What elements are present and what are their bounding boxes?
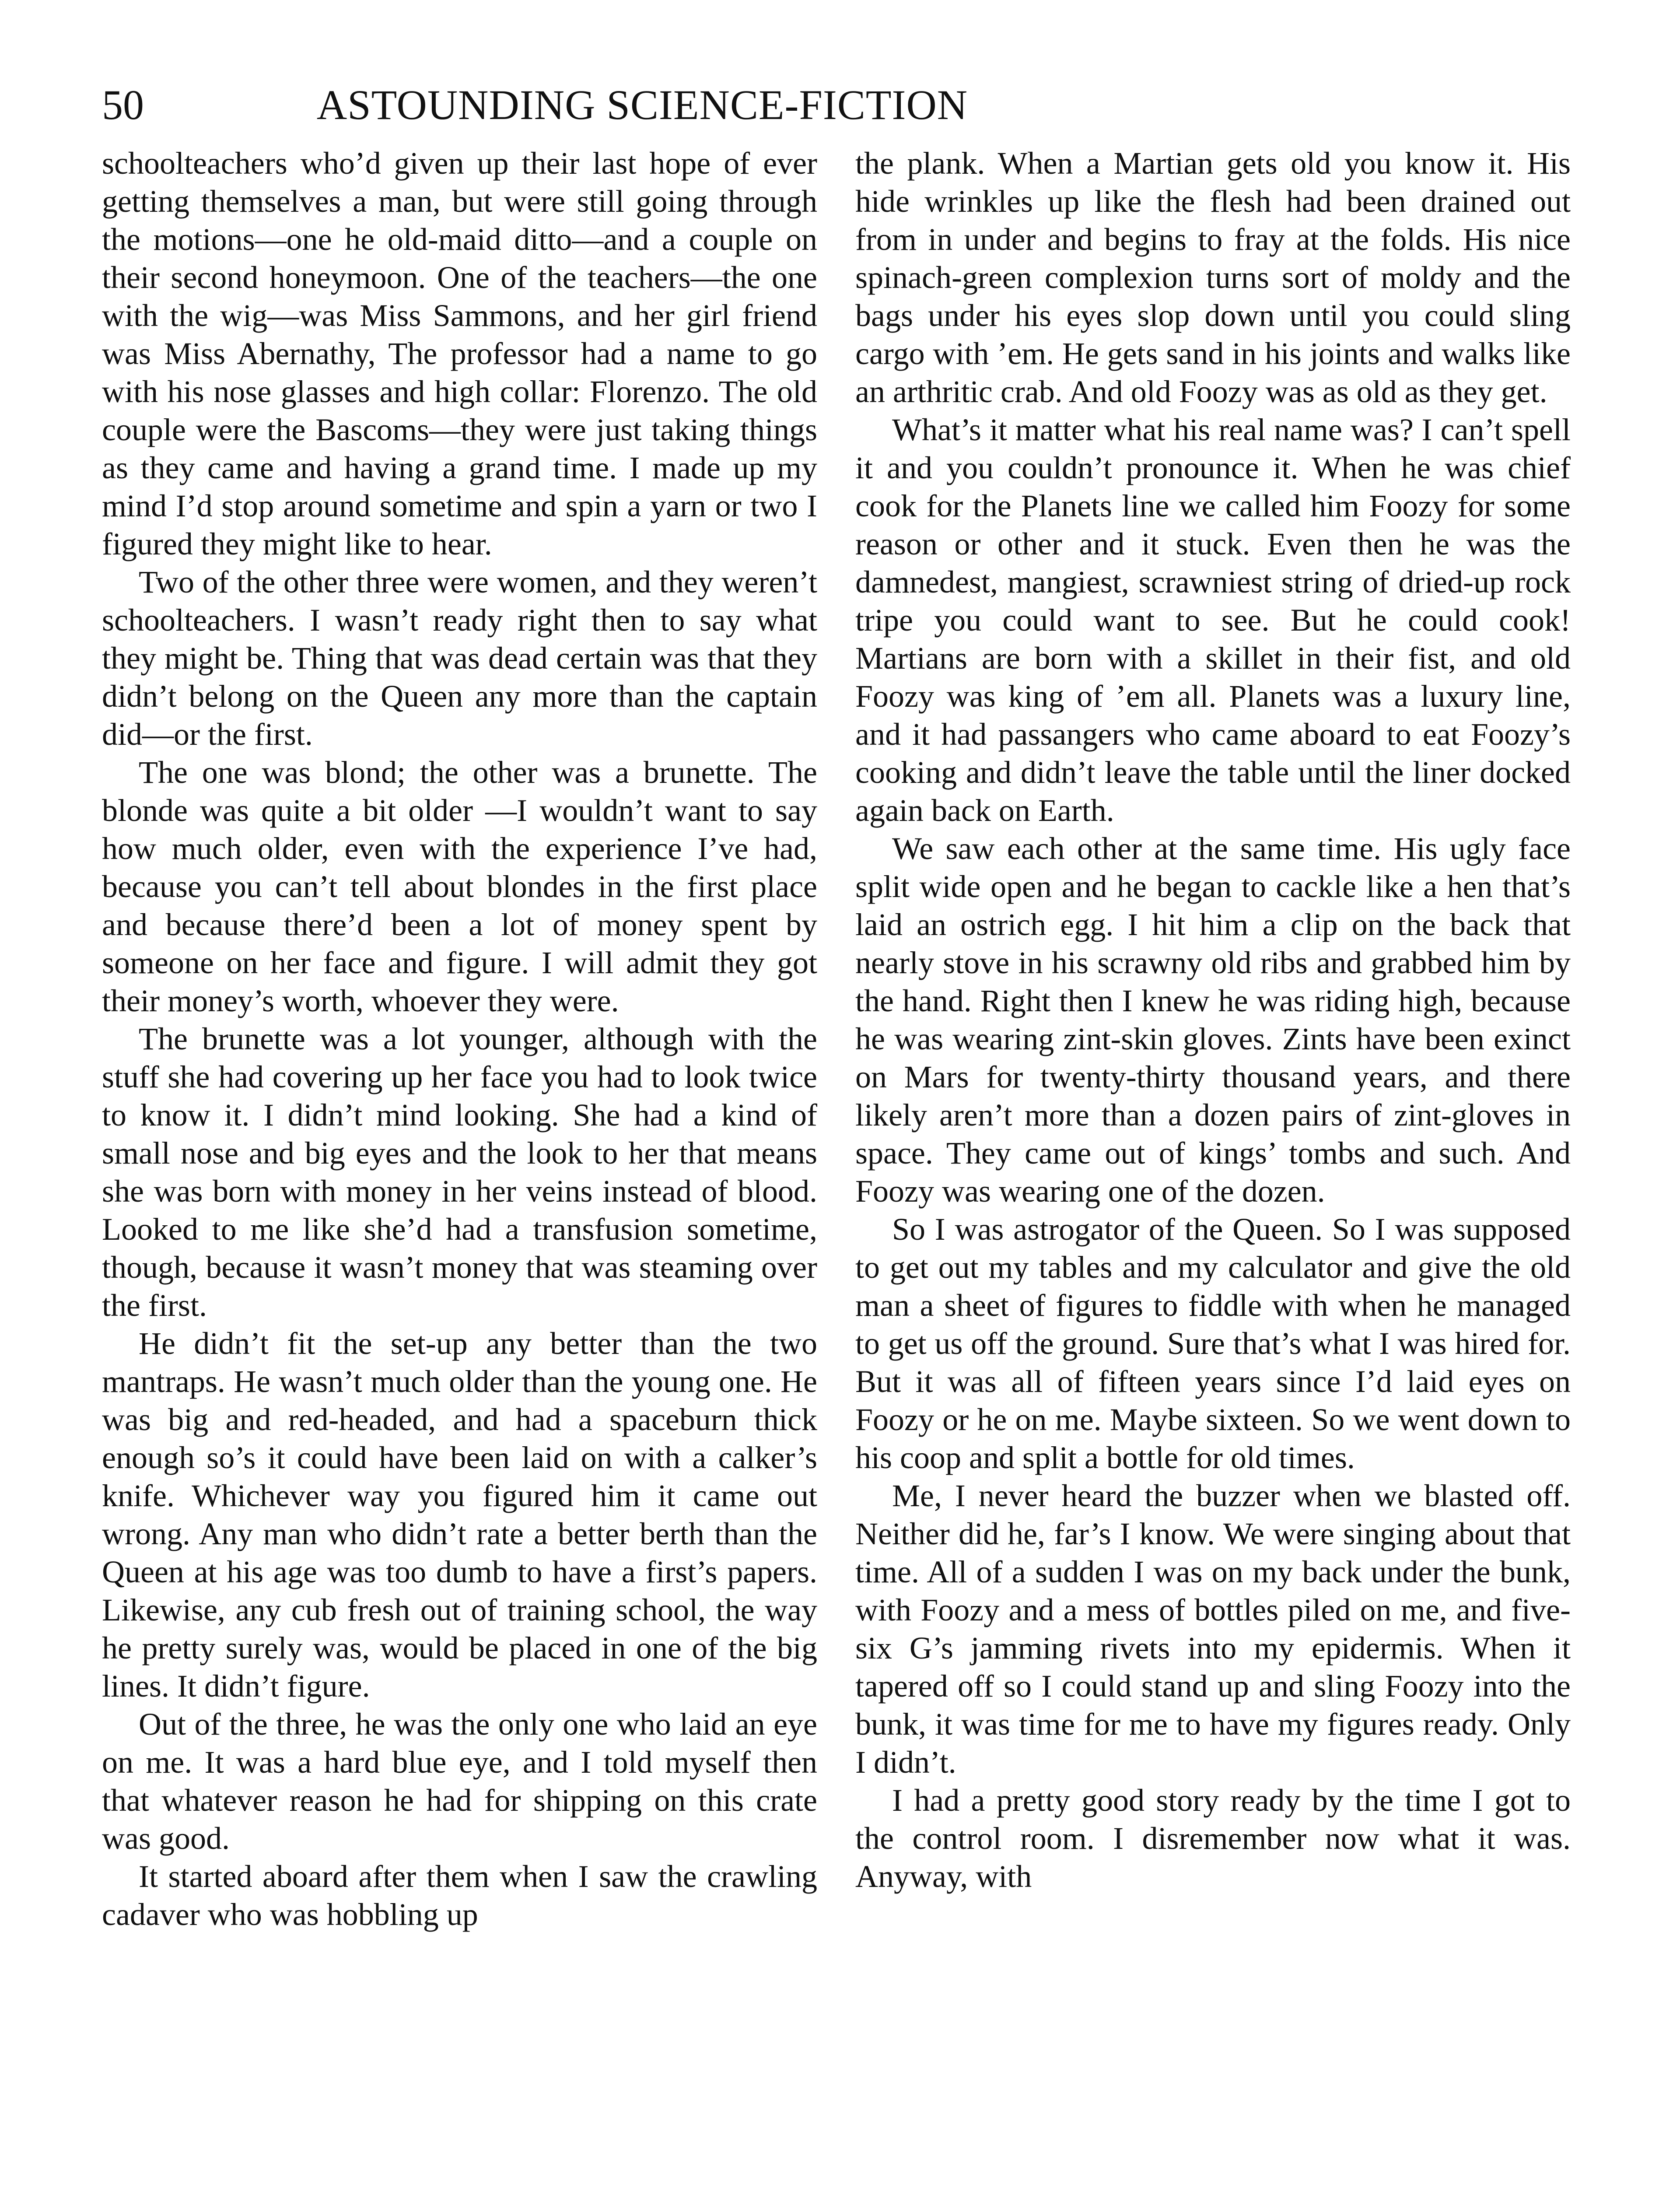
running-head: ASTOUNDING SCIENCE-FICTION bbox=[316, 81, 968, 128]
left-paragraph-3: The one was blond; the other was a brunette. The blonde was quite a bit older —I wouldn’t want to say how much older, even with the experience I’ve had, because you can’t tell about blondes in the first place and because there’d been a lot of money spent by someone on her face and figure. I will admit they got their money’s worth, whoever they were. bbox=[102, 755, 817, 1018]
right-paragraph-1: the plank. When a Martian gets old you know it. His hide wrinkles up like the flesh had been drained out from in under and begins to fray at the folds. His nice spinach-green complexion turns sort of moldy and the bags under his eyes slop down until you could sling cargo with ’em. He gets sand in his joints and walks like an arthritic crab. And old Foozy was as old as they get. bbox=[855, 146, 1571, 409]
left-paragraph-4: The brunette was a lot younger, although with the stuff she had covering up her face you had to look twice to know it. I didn’t mind looking. She had a kind of small nose and big eyes and the look to her that means she was born with money in her veins instead of blood. Looked to me like she’d had a transfusion sometime, though, because it wasn’t money that was steaming over the first. bbox=[102, 1021, 817, 1323]
right-paragraph-2: What’s it matter what his real name was? I can’t spell it and you couldn’t pronounce it. When he was chief cook for the Planets line we called him Foozy for some reason or other and it stuck. Even then he was the damnedest, mangiest, scrawniest string of dried-up rock tripe you could want to see. But he could cook! Martians are born with a skillet in their fist, and old Foozy was king of ’em all. Planets was a luxury line, and it had passangers who came aboard to eat Foozy’s cooking and didn’t leave the table until the liner docked again back on Earth. bbox=[855, 412, 1571, 828]
left-paragraph-5: He didn’t fit the set-up any better than the two mantraps. He wasn’t much older than the young one. He was big and red-headed, and had a spaceburn thick enough so’s it could have been laid on with a calker’s knife. Whichever way you figured him it came out wrong. Any man who didn’t rate a better berth than the Queen at his age was too dumb to have a first’s papers. Likewise, any cub fresh out of training school, the way he pretty surely was, would be placed in one of the big lines. It didn’t figure. bbox=[102, 1326, 817, 1704]
right-paragraph-4: So I was astrogator of the Queen. So I was supposed to get out my tables and my calculator and give the old man a sheet of figures to fiddle with when he managed to get us off the ground. Sure that’s what I was hired for. But it was all of fifteen years since I’d laid eyes on Foozy or he on me. Maybe sixteen. So we went down to his coop and split a bottle for old times. bbox=[855, 1212, 1571, 1475]
left-paragraph-2: Two of the other three were women, and they weren’t schoolteachers. I wasn’t ready right then to say what they might be. Thing that was dead certain was that they didn’t belong on the Queen any more than the captain did—or the first. bbox=[102, 565, 817, 752]
right-column bbox=[855, 144, 1571, 1896]
right-paragraph-3: We saw each other at the same time. His ugly face split wide open and he began to cackle like a hen that’s laid an ostrich egg. I hit him a clip on the back that nearly stove in his scrawny old ribs and grabbed him by the hand. Right then I knew he was riding high, because he was wearing zint-skin gloves. Zints have been exinct on Mars for twenty-thirty thousand years, and there likely aren’t more than a dozen pairs of zint-gloves in space. They came out of kings’ tombs and such. And Foozy was wearing one of the dozen. bbox=[855, 831, 1571, 1209]
left-paragraph-1: schoolteachers who’d given up their last hope of ever getting themselves a man, but were still going through the motions—one he old-maid ditto—and a couple on their second honeymoon. One of the teachers—the one with the wig—was Miss Sammons, and her girl friend was Miss Abernathy, The professor had a name to go with his nose glasses and high collar: Florenzo. The old couple were the Bascoms—they were just taking things as they came and having a grand time. I made up my mind I’d stop around sometime and spin a yarn or two I figured they might like to hear. bbox=[102, 146, 817, 561]
page-header bbox=[102, 79, 1183, 131]
left-column bbox=[102, 144, 817, 1934]
right-paragraph-5: Me, I never heard the buzzer when we blasted off. Neither did he, far’s I know. We were singing about that time. All of a sudden I was on my back under the bunk, with Foozy and a mess of bottles piled on me, and five-six G’s jamming rivets into my epidermis. When it tapered off so I could stand up and sling Foozy into the bunk, it was time for me to have my figures ready. Only I didn’t. bbox=[855, 1478, 1571, 1780]
right-paragraph-6: I had a pretty good story ready by the time I got to the control room. I disremember now what it was. Anyway, with bbox=[855, 1783, 1571, 1894]
left-paragraph-7: It started aboard after them when I saw the crawling cadaver who was hobbling up bbox=[102, 1859, 817, 1932]
left-paragraph-6: Out of the three, he was the only one who laid an eye on me. It was a hard blue eye, and I told myself then that whatever reason he had for shipping on this crate was good. bbox=[102, 1707, 817, 1856]
page-number: 50 bbox=[102, 81, 144, 128]
